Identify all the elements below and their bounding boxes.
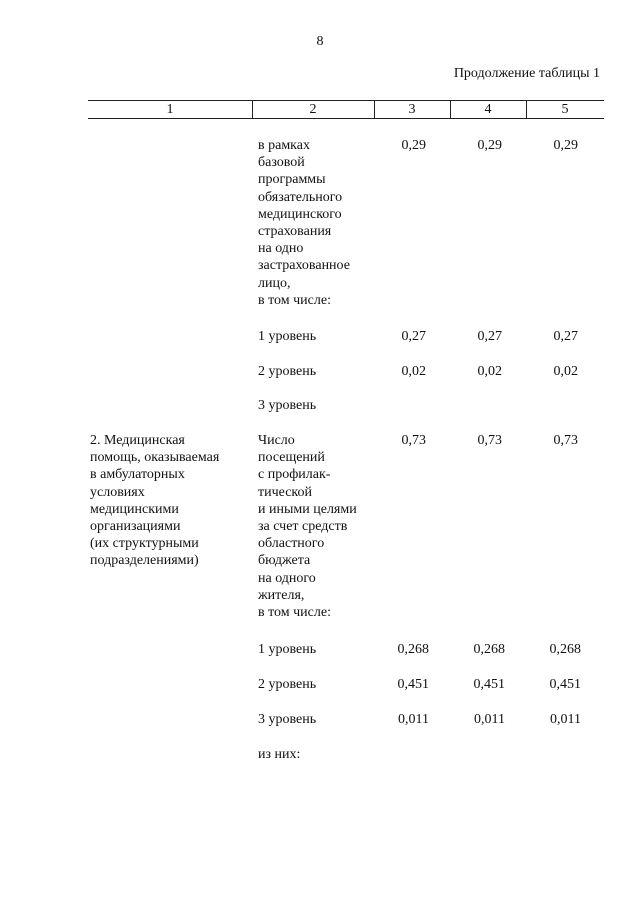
value-col-5: 0,011 [550, 712, 581, 727]
column-header-5: 5 [561, 102, 569, 117]
row-indicator-label: Число посещений с профилак- тической и иными целями за счет средств областного бюджета на одного жителя, в том числе: [258, 433, 357, 621]
column-header-3: 3 [408, 102, 416, 117]
row-indicator-label: 1 уровень [258, 329, 317, 344]
value-col-5: 0,02 [553, 364, 578, 379]
row-indicator-label: 3 уровень [258, 398, 317, 413]
column-header-4: 4 [484, 102, 492, 117]
value-col-4: 0,02 [477, 364, 502, 379]
value-col-4: 0,27 [477, 329, 502, 344]
value-col-4: 0,29 [477, 138, 502, 153]
value-col-3: 0,29 [401, 138, 426, 153]
value-col-3: 0,011 [398, 712, 429, 727]
row-indicator-label: 2 уровень [258, 364, 317, 379]
value-col-4: 0,011 [474, 712, 505, 727]
row-indicator-label: из них: [258, 747, 301, 762]
value-col-5: 0,29 [553, 138, 578, 153]
row-indicator-label: 3 уровень [258, 712, 317, 727]
value-col-4: 0,451 [473, 677, 505, 692]
column-header-1: 1 [166, 102, 174, 117]
table-caption: Продолжение таблицы 1 [453, 66, 600, 81]
value-col-3: 0,02 [401, 364, 426, 379]
value-col-3: 0,268 [397, 642, 429, 657]
value-col-3: 0,73 [401, 433, 426, 448]
value-col-4: 0,268 [473, 642, 505, 657]
value-col-4: 0,73 [477, 433, 502, 448]
row-indicator-label: 2 уровень [258, 677, 317, 692]
value-col-3: 0,451 [397, 677, 429, 692]
value-col-3: 0,27 [401, 329, 426, 344]
row-indicator-label: 1 уровень [258, 642, 317, 657]
table-header-bottom-rule [88, 118, 604, 119]
page-number: 8 [316, 34, 324, 49]
value-col-5: 0,268 [549, 642, 581, 657]
value-col-5: 0,451 [549, 677, 581, 692]
row-category-label: 2. Медицинская помощь, оказываемая в амбулаторных условиях медицинскими организациями (их структурными подразделениями) [90, 433, 220, 569]
value-col-5: 0,73 [553, 433, 578, 448]
value-col-5: 0,27 [553, 329, 578, 344]
column-header-2: 2 [309, 102, 317, 117]
row-indicator-label: в рамках базовой программы обязательного медицинского страхования на одно застрахованное лицо, в том числе: [258, 138, 350, 308]
